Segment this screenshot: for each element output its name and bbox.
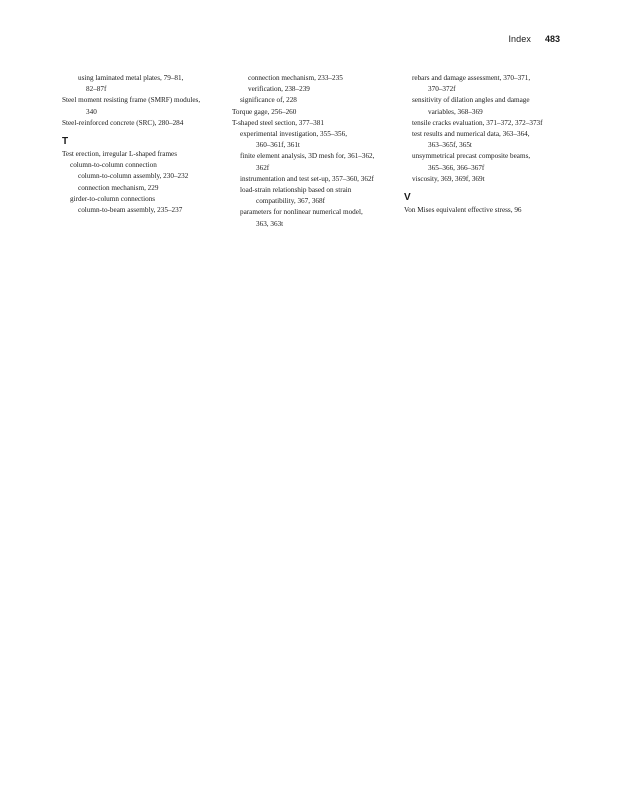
index-subentry: 82–87f <box>86 85 107 94</box>
index-subentry: sensitivity of dilation angles and damage <box>412 96 530 105</box>
index-subentry: significance of, 228 <box>240 96 297 105</box>
index-subentry: finite element analysis, 3D mesh for, 361–362, <box>240 152 375 161</box>
index-subentry: instrumentation and test set-up, 357–360, 362f <box>240 174 374 183</box>
section-letter-heading: V <box>404 192 411 204</box>
index-main-entry: Steel moment resisting frame (SMRF) modules, <box>62 96 201 105</box>
index-subentry: unsymmetrical precast composite beams, <box>412 152 531 161</box>
index-subentry: experimental investigation, 355–356, <box>240 130 347 139</box>
running-head-title: Index <box>508 34 531 44</box>
index-subentry: 360–361f, 361t <box>256 141 300 150</box>
index-column-3 <box>404 73 572 216</box>
section-letter-heading: T <box>62 136 69 148</box>
index-column-1 <box>62 73 230 216</box>
index-subentry: 362f <box>256 163 270 172</box>
index-main-entry: T-shaped steel section, 377–381 <box>232 118 324 127</box>
index-main-entry: Von Mises equivalent effective stress, 96 <box>404 206 522 215</box>
index-subentry: column-to-beam assembly, 235–237 <box>78 206 183 215</box>
index-subentry: variables, 368–369 <box>428 107 483 116</box>
index-subentry: tensile cracks evaluation, 371–372, 372–373f <box>412 118 543 127</box>
index-subentry: rebars and damage assessment, 370–371, <box>412 74 531 82</box>
index-subentry: using laminated metal plates, 79–81, <box>78 74 184 82</box>
index-main-entry: Steel-reinforced concrete (SRC), 280–284 <box>62 118 184 127</box>
index-subentry: viscosity, 369, 369f, 369t <box>412 174 485 183</box>
index-main-entry: Torque gage, 256–260 <box>232 107 297 116</box>
index-subentry: 365–366, 366–367f <box>428 163 485 172</box>
index-subentry: connection mechanism, 229 <box>78 183 159 192</box>
index-subentry: verification, 238–239 <box>248 85 310 94</box>
running-header <box>508 34 560 44</box>
index-subentry: compatibility, 367, 368f <box>256 197 326 206</box>
index-subentry: parameters for nonlinear numerical model, <box>240 208 363 217</box>
index-subentry: load-strain relationship based on strain <box>240 186 352 195</box>
index-subentry: 363–365f, 365t <box>428 141 472 150</box>
index-subentry: 370–372f <box>428 85 456 94</box>
index-subentry: 363, 363t <box>256 219 284 228</box>
index-subentry: girder-to-column connections <box>70 194 156 203</box>
page-number: 483 <box>544 34 560 44</box>
index-subentry: test results and numerical data, 363–364, <box>412 130 530 139</box>
index-subentry: connection mechanism, 233–235 <box>248 74 343 82</box>
index-subentry: column-to-column connection <box>70 161 157 170</box>
index-subentry: column-to-column assembly, 230–232 <box>78 172 189 181</box>
index-subentry: 340 <box>86 107 97 116</box>
index-main-entry: Test erection, irregular L-shaped frames <box>62 150 178 159</box>
index-column-2 <box>232 73 402 230</box>
